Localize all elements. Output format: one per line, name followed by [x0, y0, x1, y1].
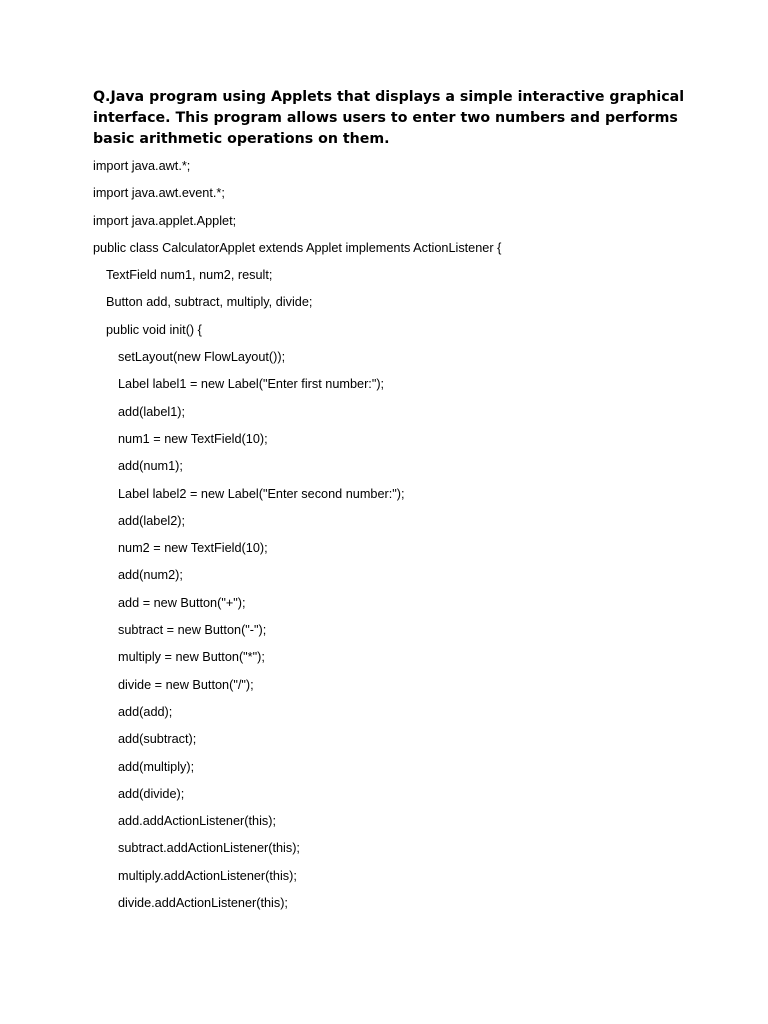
- code-line: import java.awt.*;: [93, 159, 191, 173]
- code-line: setLayout(new FlowLayout());: [118, 350, 286, 365]
- code-line: divide.addActionListener(this);: [118, 896, 288, 911]
- code-line: multiply.addActionListener(this);: [118, 868, 297, 883]
- code-line: multiply = new Button("*");: [118, 650, 265, 665]
- code-line: num2 = new TextField(10);: [118, 541, 268, 556]
- code-line: add = new Button("+");: [118, 595, 246, 610]
- code-line: subtract.addActionListener(this);: [118, 841, 300, 856]
- code-line: import java.applet.Applet;: [93, 213, 237, 228]
- code-line: add(label1);: [118, 404, 186, 419]
- code-line: add(subtract);: [118, 732, 197, 747]
- code-line: Button add, subtract, multiply, divide;: [106, 295, 313, 310]
- code-line: public class CalculatorApplet extends Applet implements ActionListener {: [93, 240, 502, 255]
- code-line: import java.awt.event.*;: [93, 186, 225, 201]
- code-line: add(multiply);: [118, 759, 195, 774]
- code-line: num1 = new TextField(10);: [118, 431, 268, 446]
- code-line: Label label2 = new Label("Enter second number:");: [118, 486, 405, 501]
- code-line: add(divide);: [118, 786, 185, 801]
- code-line: divide = new Button("/");: [118, 677, 254, 692]
- code-line: subtract = new Button("-");: [118, 623, 267, 638]
- code-line: public void init() {: [106, 322, 202, 337]
- code-listing: [93, 156, 733, 920]
- code-line: Label label1 = new Label("Enter first number:");: [118, 377, 385, 392]
- code-line: add.addActionListener(this);: [118, 814, 276, 829]
- code-line: TextField num1, num2, result;: [106, 268, 273, 283]
- code-line: add(add);: [118, 704, 173, 719]
- code-line: add(num1);: [118, 459, 183, 474]
- question-heading: Q.Java program using Applets that displays a simple interactive graphical interface. This program allows users to enter two numbers and performs basic arithmetic operations on them.: [93, 89, 685, 147]
- code-line: add(num2);: [118, 568, 183, 583]
- code-line: add(label2);: [118, 513, 186, 528]
